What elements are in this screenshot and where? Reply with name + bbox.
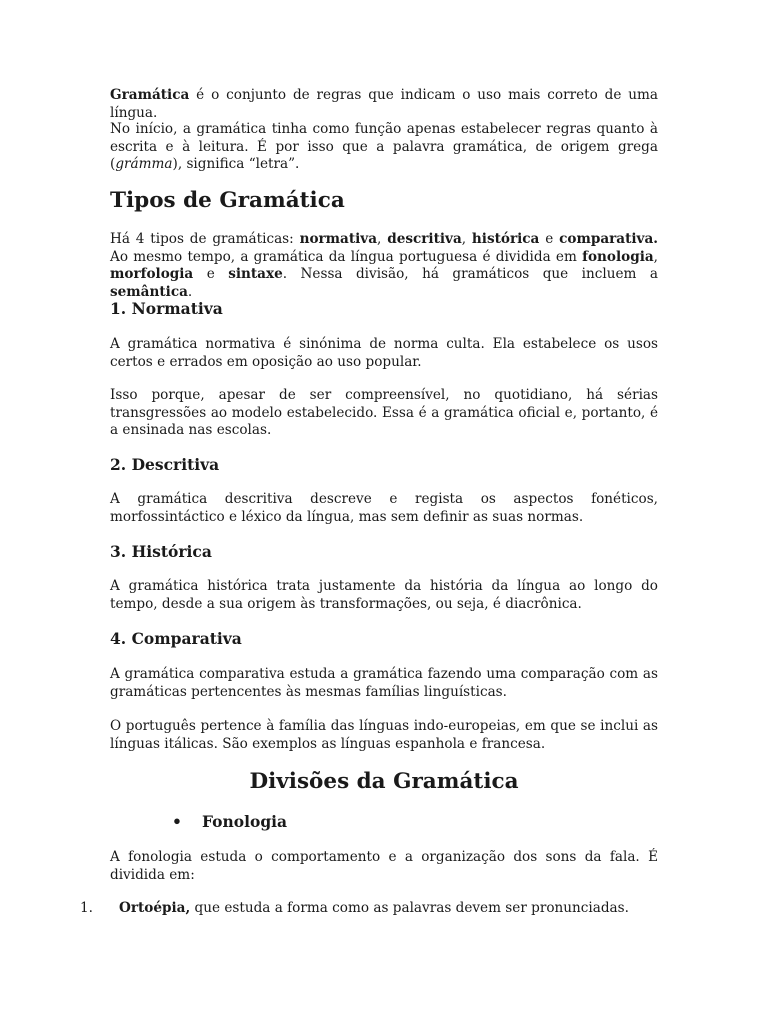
tipos-intro-text-4: . (187, 283, 193, 300)
numbered-item-ortoepia (80, 900, 660, 918)
intro-paragraph-definition (110, 87, 658, 122)
heading-normativa: 1. Normativa (110, 299, 223, 318)
sep-1: , (377, 231, 388, 247)
term-fonologia: fonologia (582, 248, 654, 265)
descritiva-paragraph-1: A gramática descritiva descreve e regista os aspectos fonéticos, morfossintáctico e léxico da língua, mas sem definir as suas normas. (110, 491, 658, 525)
term-semantica: semântica (110, 283, 188, 300)
term-morfologia: morfologia (110, 266, 194, 282)
heading-historica: 3. Histórica (110, 542, 212, 561)
term-sintaxe: sintaxe (228, 266, 283, 282)
definition-text: é o conjunto de regras que indicam o uso mais correto de uma língua. (110, 87, 658, 121)
term-normativa: normativa (299, 231, 378, 247)
bullet-fonologia-label: Fonologia (202, 812, 288, 831)
term-gramatica: Gramática (110, 87, 190, 103)
ortoepia-text: que estuda a forma como as palavras devem ser pronunciadas. (190, 900, 629, 916)
heading-comparativa: 4. Comparativa (110, 629, 242, 648)
term-descritiva: descritiva (387, 231, 462, 247)
origin-text-a: No início, a gramática tinha como função apenas estabelecer regras quanto à escrita e à leitura. É por isso que a palavra gramática, de origem grega ( (110, 121, 658, 172)
sep-5: e (193, 266, 229, 282)
normativa-paragraph-1: A gramática normativa é sinónima de norma culta. Ela estabelece os usos certos e errados em oposição ao uso popular. (110, 336, 658, 370)
tipos-intro-text-2: Ao mesmo tempo, a gramática da língua portuguesa é dividida em (110, 248, 583, 265)
intro-paragraph-origin (110, 121, 658, 174)
bullet-fonologia (172, 812, 287, 832)
comparativa-paragraph-1: A gramática comparativa estuda a gramática fazendo uma comparação com as gramáticas pertencentes às mesmas famílias linguísticas. (110, 666, 658, 700)
sep-4: , (653, 248, 658, 265)
tipos-intro-text-3: . Nessa divisão, há gramáticos que incluem a (282, 266, 658, 282)
term-comparativa: comparativa. (559, 231, 658, 247)
item-number: 1. (80, 900, 93, 916)
origin-text-b: ), significa “letra”. (172, 156, 300, 172)
term-gramma: grámma (115, 156, 173, 172)
sep-3: e (539, 231, 560, 247)
term-ortoepia: Ortoépia, (119, 900, 191, 916)
sep-2: , (461, 231, 472, 247)
fonologia-paragraph-1: A fonologia estuda o comportamento e a organização dos sons da fala. É dividida em: (110, 849, 658, 883)
heading-tipos-de-gramatica: Tipos de Gramática (110, 188, 345, 213)
historica-paragraph-1: A gramática histórica trata justamente da história da língua ao longo do tempo, desde a sua origem às transformações, ou seja, é diacrônica. (110, 578, 658, 612)
heading-divisoes-da-gramatica: Divisões da Gramática (249, 769, 519, 794)
term-historica: histórica (471, 231, 540, 247)
tipos-intro-paragraph (110, 231, 658, 301)
comparativa-paragraph-2: O português pertence à família das línguas indo-europeias, em que se inclui as línguas itálicas. São exemplos as línguas espanhola e francesa. (110, 718, 658, 752)
bullet-dot: • (172, 812, 182, 831)
heading-descritiva: 2. Descritiva (110, 455, 220, 474)
tipos-intro-text-1: Há 4 tipos de gramáticas: (110, 231, 300, 247)
normativa-paragraph-2: Isso porque, apesar de ser compreensível, no quotidiano, há sérias transgressões ao modelo estabelecido. Essa é a gramática oficial e, portanto, é a ensinada nas escolas. (110, 387, 658, 438)
